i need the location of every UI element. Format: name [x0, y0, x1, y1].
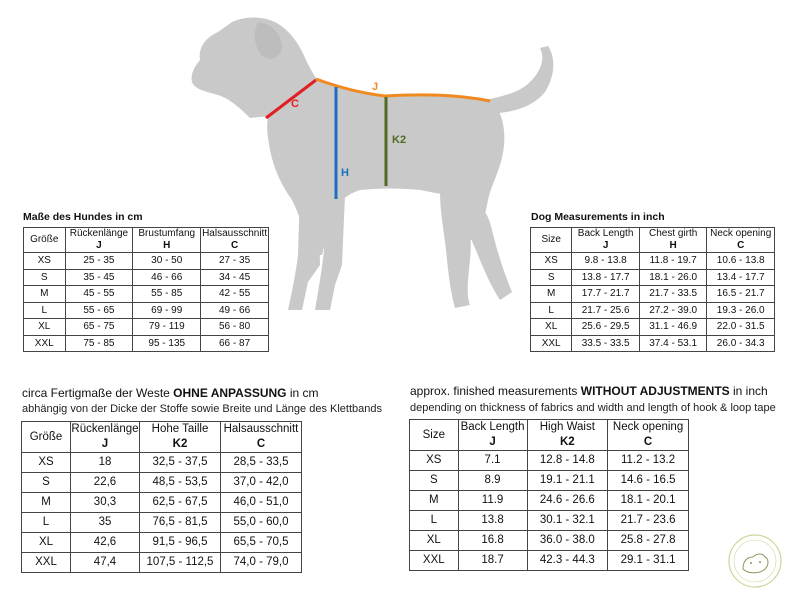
header-cell [71, 422, 140, 453]
size-cell: S [531, 269, 572, 286]
value-cell: 91,5 - 96,5 [140, 533, 221, 553]
header-label: Size [541, 234, 561, 245]
dog-logo-icon [727, 533, 783, 589]
value-cell: 11.2 - 13.2 [608, 451, 689, 471]
value-cell: 31.1 - 46.9 [639, 319, 707, 336]
value-cell: 25 - 35 [65, 253, 133, 270]
header-cell [572, 228, 640, 253]
value-cell: 36.0 - 38.0 [527, 531, 608, 551]
value-cell: 30,3 [71, 493, 140, 513]
value-cell: 25.8 - 27.8 [608, 531, 689, 551]
header-cell [140, 422, 221, 453]
value-cell: 13.8 - 17.7 [572, 269, 640, 286]
size-cell: XS [22, 453, 71, 473]
label-c: C [291, 98, 299, 110]
value-cell: 95 - 135 [133, 335, 201, 352]
size-cell: XXL [22, 553, 71, 573]
table-row [22, 553, 302, 573]
value-cell: 11.9 [458, 491, 527, 511]
size-cell: S [410, 471, 459, 491]
value-cell: 22.0 - 31.5 [707, 319, 775, 336]
table-row [22, 453, 302, 473]
header-cell [221, 422, 302, 453]
value-cell: 75 - 85 [65, 335, 133, 352]
table-row [410, 511, 689, 531]
value-cell: 49 - 66 [201, 302, 269, 319]
size-cell: XL [24, 319, 66, 336]
header-label: Back Length [577, 228, 634, 239]
value-cell: 17.7 - 21.7 [572, 286, 640, 303]
value-cell: 18.1 - 26.0 [639, 269, 707, 286]
table-row [531, 253, 775, 270]
table-dog-de-title: Maße des Hundes in cm [23, 211, 143, 223]
value-cell: 28,5 - 33,5 [221, 453, 302, 473]
table-vest-en [409, 419, 689, 571]
value-cell: 12.8 - 14.8 [527, 451, 608, 471]
header-code: J [96, 240, 102, 251]
table-vest-de [21, 421, 302, 573]
header-code: K2 [559, 436, 575, 448]
value-cell: 76,5 - 81,5 [140, 513, 221, 533]
value-cell: 19.3 - 26.0 [707, 302, 775, 319]
value-cell: 29.1 - 31.1 [608, 551, 689, 571]
header-label: Rückenlänge [71, 423, 139, 435]
value-cell: 42.3 - 44.3 [527, 551, 608, 571]
value-cell: 46,0 - 51,0 [221, 493, 302, 513]
value-cell: 107,5 - 112,5 [140, 553, 221, 573]
size-cell: M [410, 491, 459, 511]
header-cell [639, 228, 707, 253]
value-cell: 30 - 50 [133, 253, 201, 270]
table-row [24, 269, 269, 286]
value-cell: 11.8 - 19.7 [639, 253, 707, 270]
size-cell: XS [531, 253, 572, 270]
header-cell [22, 422, 71, 453]
header-label: Chest girth [648, 228, 698, 239]
size-cell: L [22, 513, 71, 533]
value-cell: 47,4 [71, 553, 140, 573]
value-cell: 35 [71, 513, 140, 533]
value-cell: 42,6 [71, 533, 140, 553]
value-cell: 55 - 85 [133, 286, 201, 303]
header-cell [133, 228, 201, 253]
value-cell: 10.6 - 13.8 [707, 253, 775, 270]
value-cell: 42 - 55 [201, 286, 269, 303]
header-code: C [230, 240, 239, 251]
value-cell: 24.6 - 26.6 [527, 491, 608, 511]
header-label: Größe [29, 430, 63, 443]
value-cell: 27.2 - 39.0 [639, 302, 707, 319]
table-row [410, 471, 689, 491]
table-row [410, 531, 689, 551]
value-cell: 13.8 [458, 511, 527, 531]
size-cell: M [24, 286, 66, 303]
value-cell: 79 - 119 [133, 319, 201, 336]
table-row [531, 335, 775, 352]
label-k2: K2 [392, 134, 407, 146]
header-label: High Waist [539, 421, 595, 433]
value-cell: 27 - 35 [201, 253, 269, 270]
header-label: Halsausschnitt [202, 228, 268, 239]
value-cell: 55,0 - 60,0 [221, 513, 302, 533]
header-code: H [163, 240, 171, 251]
table-row [24, 335, 269, 352]
header-label: Neck opening [612, 421, 684, 433]
value-cell: 14.6 - 16.5 [608, 471, 689, 491]
value-cell: 9.8 - 13.8 [572, 253, 640, 270]
table-vest-en-subtitle: depending on thickness of fabrics and width and length of hook & loop tape [410, 402, 776, 414]
value-cell: 19.1 - 21.1 [527, 471, 608, 491]
value-cell: 48,5 - 53,5 [140, 473, 221, 493]
table-row [410, 551, 689, 571]
value-cell: 32,5 - 37,5 [140, 453, 221, 473]
table-row [531, 269, 775, 286]
header-cell [527, 420, 608, 451]
size-cell: M [22, 493, 71, 513]
table-dog-en-title: Dog Measurements in inch [531, 211, 665, 223]
table-row [24, 319, 269, 336]
size-cell: L [24, 302, 66, 319]
value-cell: 55 - 65 [65, 302, 133, 319]
table-dog-de [23, 227, 269, 352]
value-cell: 35 - 45 [65, 269, 133, 286]
header-code: C [643, 436, 653, 448]
header-cell [24, 228, 66, 253]
value-cell: 37.4 - 53.1 [639, 335, 707, 352]
label-h: H [341, 167, 349, 179]
size-cell: XXL [24, 335, 66, 352]
value-cell: 45 - 55 [65, 286, 133, 303]
header-label: Brustumfang [138, 228, 196, 239]
value-cell: 34 - 45 [201, 269, 269, 286]
value-cell: 7.1 [458, 451, 527, 471]
size-cell: S [22, 473, 71, 493]
size-cell: S [24, 269, 66, 286]
value-cell: 30.1 - 32.1 [527, 511, 608, 531]
size-cell: XXL [410, 551, 459, 571]
header-code: C [256, 438, 266, 450]
value-cell: 62,5 - 67,5 [140, 493, 221, 513]
header-label: Rückenlänge [69, 228, 129, 239]
header-cell [458, 420, 527, 451]
table-row [22, 513, 302, 533]
header-cell [65, 228, 133, 253]
size-cell: L [531, 302, 572, 319]
header-label: Back Length [460, 421, 525, 433]
table-row [22, 533, 302, 553]
header-label: Neck opening [710, 228, 772, 239]
value-cell: 69 - 99 [133, 302, 201, 319]
value-cell: 21.7 - 33.5 [639, 286, 707, 303]
header-cell [707, 228, 775, 253]
value-cell: 16.8 [458, 531, 527, 551]
header-cell [201, 228, 269, 253]
table-row [24, 253, 269, 270]
header-label: Größe [30, 234, 59, 245]
table-row [410, 491, 689, 511]
value-cell: 18 [71, 453, 140, 473]
value-cell: 65 - 75 [65, 319, 133, 336]
value-cell: 25.6 - 29.5 [572, 319, 640, 336]
size-cell: XS [24, 253, 66, 270]
value-cell: 16.5 - 21.7 [707, 286, 775, 303]
value-cell: 8.9 [458, 471, 527, 491]
table-row [22, 473, 302, 493]
header-cell [608, 420, 689, 451]
value-cell: 13.4 - 17.7 [707, 269, 775, 286]
value-cell: 37,0 - 42,0 [221, 473, 302, 493]
table-row [24, 286, 269, 303]
value-cell: 21.7 - 23.6 [608, 511, 689, 531]
table-row [531, 286, 775, 303]
value-cell: 18.1 - 20.1 [608, 491, 689, 511]
table-vest-de-subtitle: abhängig von der Dicke der Stoffe sowie Breite und Länge des Klettbands [22, 403, 382, 415]
table-row [22, 493, 302, 513]
value-cell: 21.7 - 25.6 [572, 302, 640, 319]
value-cell: 74,0 - 79,0 [221, 553, 302, 573]
header-code: J [101, 438, 109, 450]
value-cell: 26.0 - 34.3 [707, 335, 775, 352]
value-cell: 56 - 80 [201, 319, 269, 336]
size-cell: XL [22, 533, 71, 553]
header-cell [410, 420, 459, 451]
table-row [531, 319, 775, 336]
header-cell [531, 228, 572, 253]
size-cell: XXL [531, 335, 572, 352]
header-code: J [489, 436, 496, 448]
value-cell: 65,5 - 70,5 [221, 533, 302, 553]
label-j: J [372, 81, 379, 93]
value-cell: 33.5 - 33.5 [572, 335, 640, 352]
header-code: H [669, 240, 677, 251]
size-cell: XL [410, 531, 459, 551]
table-row [24, 302, 269, 319]
header-code: K2 [172, 438, 188, 450]
header-code: J [602, 240, 609, 251]
size-cell: L [410, 511, 459, 531]
header-label: Size [422, 428, 445, 441]
header-label: Hohe Taille [151, 423, 209, 435]
header-code: C [737, 240, 745, 251]
value-cell: 18.7 [458, 551, 527, 571]
size-cell: M [531, 286, 572, 303]
value-cell: 22,6 [71, 473, 140, 493]
value-cell: 46 - 66 [133, 269, 201, 286]
table-row [531, 302, 775, 319]
table-dog-en [530, 227, 775, 352]
size-cell: XL [531, 319, 572, 336]
table-row [410, 451, 689, 471]
table-vest-de-title: circa Fertigmaße der Weste OHNE ANPASSUNG in cm [22, 386, 319, 400]
header-label: Halsausschnitt [223, 423, 299, 435]
table-vest-en-title: approx. finished measurements WITHOUT ADJUSTMENTS in inch [410, 384, 768, 398]
size-cell: XS [410, 451, 459, 471]
value-cell: 66 - 87 [201, 335, 269, 352]
